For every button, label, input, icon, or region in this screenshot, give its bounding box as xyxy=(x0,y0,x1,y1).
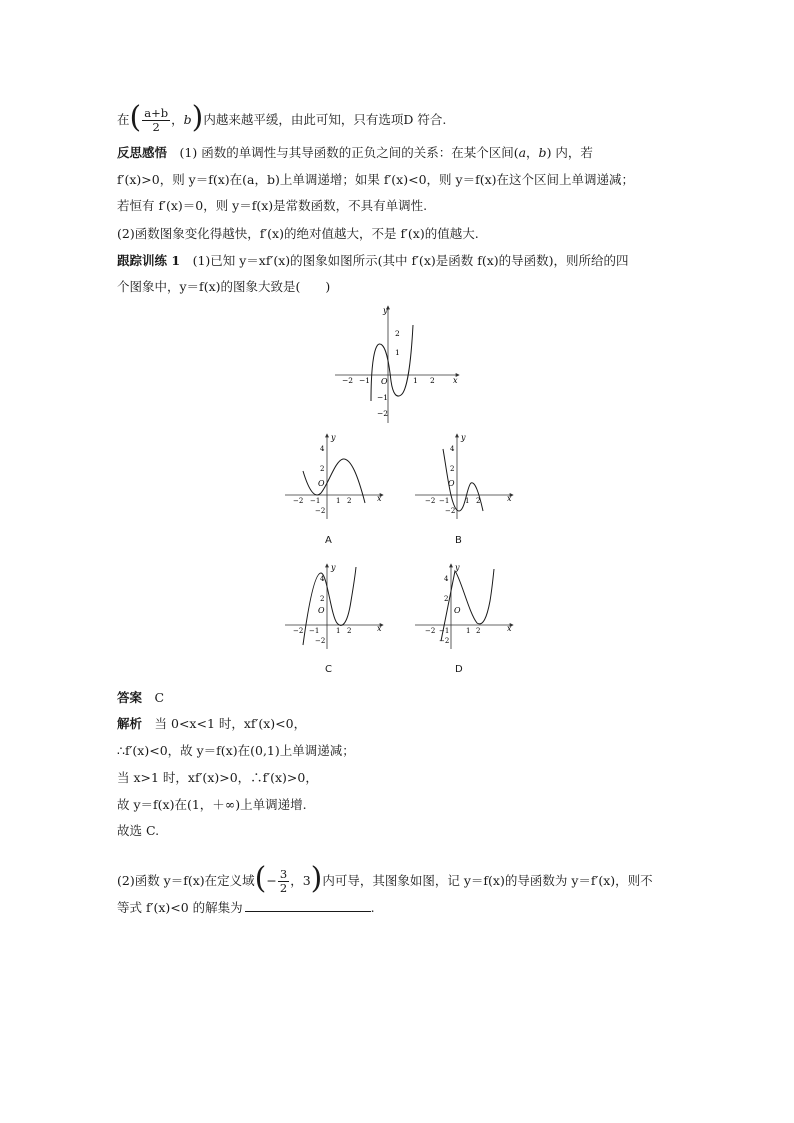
q2-period: . xyxy=(370,900,375,915)
x-tick-2: 2 xyxy=(476,497,481,505)
training-heading: 跟踪训练 1 xyxy=(117,253,181,268)
option-graph-c xyxy=(283,561,388,653)
x-tick-2: 2 xyxy=(347,497,352,505)
x-tick-neg1: −1 xyxy=(359,376,371,385)
y-tick-4: 4 xyxy=(320,445,325,453)
line6-text: (1)已知 y＝xf′(x)的图象如图所示(其中 f′(x)是函数 f(x)的导函数)，则所给的四 xyxy=(180,253,629,268)
q2-mid: ，3 xyxy=(290,873,311,888)
option-graph-d xyxy=(413,561,518,653)
q2-neg: − xyxy=(266,873,277,888)
analysis-line-5: 故选 C. xyxy=(117,823,160,838)
caption-b: B xyxy=(455,535,462,546)
line2-end: ) 内，若 xyxy=(546,145,593,160)
line1-var-b: b xyxy=(183,112,192,127)
answer-line xyxy=(117,690,164,706)
x-tick-1: 1 xyxy=(336,627,341,635)
reflection-heading: 反思感悟 xyxy=(117,145,168,160)
line2-comma: ， xyxy=(526,145,539,160)
question-2-line-1 xyxy=(117,861,653,895)
x-tick-neg1: −1 xyxy=(439,497,450,505)
text-line-6 xyxy=(117,253,629,269)
y-tick-neg2: −2 xyxy=(315,637,326,645)
caption-a: A xyxy=(325,535,332,546)
y-tick-1: 1 xyxy=(395,348,400,357)
x-tick-neg1: −1 xyxy=(310,497,321,505)
caption-d: D xyxy=(455,664,463,675)
q2-prefix: (2)函数 y＝f(x)在定义域 xyxy=(117,873,255,888)
caption-c: C xyxy=(325,664,332,675)
curve-xfprime xyxy=(371,325,413,401)
line1-prefix: 在 xyxy=(117,112,130,127)
y-axis-label: y xyxy=(455,563,460,572)
y-tick-2: 2 xyxy=(395,329,400,338)
y-axis-label: y xyxy=(461,433,466,442)
x-axis-label: x xyxy=(377,624,382,633)
y-tick-neg1: −1 xyxy=(377,393,389,402)
x-tick-2: 2 xyxy=(347,627,352,635)
x-tick-1: 1 xyxy=(336,497,341,505)
x-tick-1: 1 xyxy=(413,376,418,385)
line2-text: (1) 函数的单调性与其导函数的正负之间的关系：在某个区间( xyxy=(167,145,519,160)
origin-label: O xyxy=(318,479,325,488)
origin-label: O xyxy=(318,606,325,615)
right-paren: ) xyxy=(191,100,204,135)
left-paren: ( xyxy=(129,100,142,135)
y-axis-label: y xyxy=(383,306,388,315)
q2-left-paren: ( xyxy=(254,861,267,896)
analysis-line-3: 当 x>1 时，xf′(x)>0，∴f′(x)>0， xyxy=(117,770,318,785)
x-axis-label: x xyxy=(507,624,512,633)
fraction-denominator: 2 xyxy=(279,881,288,895)
x-tick-neg2: −2 xyxy=(425,497,436,505)
analysis-heading: 解析 xyxy=(117,716,143,731)
text-line-7: 个图象中，y＝f(x)的图象大致是( ) xyxy=(117,279,331,294)
origin-label: O xyxy=(448,479,455,488)
answer-blank[interactable] xyxy=(245,899,371,912)
line1-comma: ， xyxy=(171,112,184,127)
x-tick-neg2: −2 xyxy=(425,627,436,635)
x-tick-1: 1 xyxy=(466,627,471,635)
y-axis-label: y xyxy=(331,563,336,572)
question-2-line-2 xyxy=(117,899,375,916)
analysis-text-1: 当 0<x<1 时，xf′(x)<0， xyxy=(142,716,307,731)
x-axis-label: x xyxy=(507,494,512,503)
origin-label: O xyxy=(381,377,388,386)
y-tick-neg2: −2 xyxy=(445,507,456,515)
y-tick-2: 2 xyxy=(320,595,325,603)
x-tick-2: 2 xyxy=(430,376,435,385)
text-line-2 xyxy=(117,145,593,161)
x-tick-2: 2 xyxy=(476,627,481,635)
fraction-denominator: 2 xyxy=(152,120,160,134)
q2-right-paren: ) xyxy=(310,861,323,896)
answer-heading: 答案 xyxy=(117,690,143,705)
x-tick-neg1: −1 xyxy=(309,627,320,635)
text-line-4: 若恒有 f′(x)＝0，则 y＝f(x)是常数函数，不具有单调性. xyxy=(117,198,428,213)
option-graph-a xyxy=(283,431,388,523)
x-tick-neg2: −2 xyxy=(293,497,304,505)
analysis-line-4: 故 y＝f(x)在(1，＋∞)上单调递增. xyxy=(117,797,307,812)
option-graph-b xyxy=(413,431,518,523)
origin-label: O xyxy=(454,606,461,615)
x-tick-neg1: −1 xyxy=(439,627,450,635)
y-tick-neg2: −2 xyxy=(377,409,389,418)
y-tick-2: 2 xyxy=(444,595,449,603)
q2-line2-text: 等式 f′(x)<0 的解集为 xyxy=(117,900,243,915)
x-tick-neg2: −2 xyxy=(293,627,304,635)
analysis-line-2: ∴f′(x)<0，故 y＝f(x)在(0,1)上单调递减； xyxy=(117,743,355,758)
x-axis-label: x xyxy=(377,494,382,503)
text-line-3: f′(x)>0，则 y＝f(x)在(a，b)上单调递增；如果 f′(x)<0，则 y＝f(x)在这个区间上单调递减； xyxy=(117,172,634,187)
x-tick-neg2: −2 xyxy=(342,376,354,385)
x-tick-1: 1 xyxy=(465,497,470,505)
main-graph xyxy=(333,303,463,428)
y-tick-4: 4 xyxy=(450,445,455,453)
y-tick-4: 4 xyxy=(320,575,325,583)
y-tick-neg2: −2 xyxy=(315,507,326,515)
fraction-a-plus-b-over-2 xyxy=(142,107,170,134)
fraction-3-over-2 xyxy=(278,868,289,895)
line1-suffix: 内越来越平缓，由此可知，只有选项D 符合. xyxy=(203,112,447,127)
line2-a: a xyxy=(518,145,527,160)
line2-b: b xyxy=(538,145,547,160)
fraction-numerator: a+b xyxy=(144,106,169,120)
text-line-5: (2)函数图象变化得越快，f′(x)的绝对值越大，不是 f′(x)的值越大. xyxy=(117,226,479,241)
y-axis-label: y xyxy=(331,433,336,442)
x-axis-label: x xyxy=(453,376,458,385)
y-tick-4: 4 xyxy=(444,575,449,583)
y-tick-2: 2 xyxy=(320,465,325,473)
q2-suffix: 内可导，其图象如图，记 y＝f(x)的导函数为 y＝f′(x)，则不 xyxy=(322,873,653,888)
answer-value: C xyxy=(142,690,165,705)
analysis-line-1 xyxy=(117,716,306,732)
text-line-1 xyxy=(117,100,446,134)
fraction-numerator: 3 xyxy=(279,867,288,881)
y-tick-neg2: −2 xyxy=(439,637,450,645)
y-tick-2: 2 xyxy=(450,465,455,473)
